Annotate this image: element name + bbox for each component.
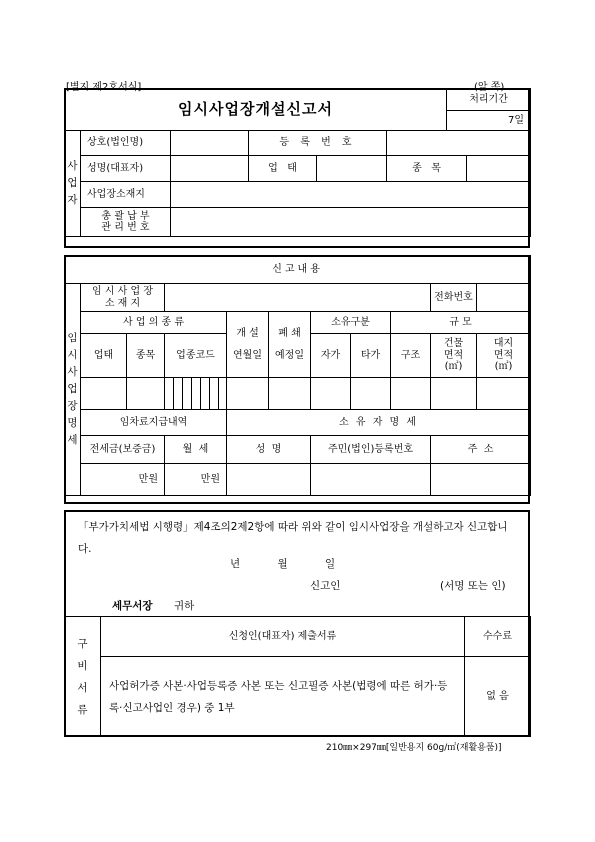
mgmt-number-label: 총 괄 납 부 관 리 번 호 xyxy=(81,208,171,237)
tax-office-label: 세무서장 xyxy=(112,600,153,612)
col-business-type: 업태 xyxy=(81,334,127,378)
documents-header: 신청인(대표자) 제출서류 xyxy=(101,617,465,657)
open-date-input[interactable] xyxy=(227,378,269,410)
land-area-input[interactable] xyxy=(477,378,531,410)
ownership-label: 소유구분 xyxy=(311,312,391,334)
own-input[interactable] xyxy=(311,378,351,410)
temp-location-field[interactable] xyxy=(165,284,431,312)
report-table xyxy=(64,255,531,496)
report-section-label: 임 시 사 업 장 명 세 xyxy=(65,284,81,496)
processing-period-label: 처리기간 xyxy=(447,89,531,111)
business-item-input[interactable] xyxy=(127,378,165,410)
rented-input[interactable] xyxy=(351,378,391,410)
monthly-rent-label: 월 세 xyxy=(165,436,227,464)
business-address-field[interactable] xyxy=(171,182,531,208)
owner-id-field[interactable] xyxy=(311,464,431,496)
owner-address-label: 주 소 xyxy=(431,436,531,464)
page-side: (앞 쪽) xyxy=(474,82,505,93)
deposit-field[interactable]: 만원 xyxy=(81,464,165,496)
mgmt-number-field[interactable] xyxy=(171,208,531,237)
owner-address-field[interactable] xyxy=(431,464,531,496)
trade-name-field[interactable] xyxy=(171,131,249,156)
lease-payment-label: 임차료지급내역 xyxy=(81,410,227,436)
col-own: 자가 xyxy=(311,334,351,378)
paper-spec-footer: 210㎜×297㎜[일반용지 60g/㎡(재활용품)] xyxy=(326,743,502,753)
business-item-label: 종 목 xyxy=(387,156,467,182)
owner-name-field[interactable] xyxy=(227,464,311,496)
required-documents-text: 사업허가증 사본·사업등록증 사본 또는 신고필증 사본(법령에 따른 허가·등록·신고사업인 경우) 중 1부 xyxy=(101,657,465,737)
temp-location-label: 임 시 사 업 장 소 재 지 xyxy=(81,284,165,312)
col-structure: 구조 xyxy=(391,334,431,378)
business-type-field[interactable] xyxy=(317,156,387,182)
declaration-date[interactable]: 년 월 일 xyxy=(230,558,338,570)
fee-value: 없 음 xyxy=(465,657,531,737)
business-info-table xyxy=(64,88,531,237)
scale-label: 규 모 xyxy=(391,312,531,334)
structure-input[interactable] xyxy=(391,378,431,410)
form-title: 임시사업장개설신고서 xyxy=(65,89,447,131)
reg-number-label: 등 록 번 호 xyxy=(249,131,387,156)
trade-name-label: 상호(법인명) xyxy=(81,131,171,156)
col-business-item: 종목 xyxy=(127,334,165,378)
col-rented: 타가 xyxy=(351,334,391,378)
reg-number-field[interactable] xyxy=(387,131,531,156)
col-land-area: 대지 면적 (㎡) xyxy=(477,334,531,378)
business-section-label: 사 업 자 xyxy=(65,131,81,237)
honorific: 귀하 xyxy=(174,600,195,612)
declarer-label: 신고인 xyxy=(310,580,341,592)
owner-id-label: 주민(법인)등록번호 xyxy=(311,436,431,464)
business-type-label: 업 태 xyxy=(249,156,317,182)
signature-note: (서명 또는 인) xyxy=(440,580,506,592)
industry-code-input[interactable] xyxy=(165,378,227,410)
col-industry-code: 업종코드 xyxy=(165,334,227,378)
phone-field[interactable] xyxy=(477,284,531,312)
business-type-input[interactable] xyxy=(81,378,127,410)
close-date-input[interactable] xyxy=(269,378,311,410)
fee-header: 수수료 xyxy=(465,617,531,657)
declaration-statement: 「부가가치세법 시행령」제4조의2제2항에 따라 위와 같이 임시사업장을 개설하고자 신고합니다. xyxy=(78,521,508,555)
business-address-label: 사업장소재지 xyxy=(81,182,171,208)
open-date-label: 개 설 연월일 xyxy=(227,312,269,378)
owner-name-label: 성 명 xyxy=(227,436,311,464)
close-date-label: 폐 쇄 예정일 xyxy=(269,312,311,378)
form-number: [별지 제2호서식] xyxy=(66,82,142,93)
phone-label: 전화번호 xyxy=(431,284,477,312)
col-building-area: 건물 면적 (㎡) xyxy=(431,334,477,378)
documents-section-label: 구 비 서 류 xyxy=(65,617,101,737)
business-kind-label: 사 업 의 종 류 xyxy=(81,312,227,334)
monthly-rent-field[interactable]: 만원 xyxy=(165,464,227,496)
processing-period-value: 7일 xyxy=(447,111,531,131)
documents-table xyxy=(64,616,531,737)
deposit-label: 전세금(보증금) xyxy=(81,436,165,464)
owner-details-label: 소 유 자 명 세 xyxy=(227,410,531,436)
building-area-input[interactable] xyxy=(431,378,477,410)
report-heading: 신고내용 xyxy=(65,256,531,284)
business-item-field[interactable] xyxy=(467,156,531,182)
representative-name-field[interactable] xyxy=(171,156,249,182)
representative-name-label: 성명(대표자) xyxy=(81,156,171,182)
